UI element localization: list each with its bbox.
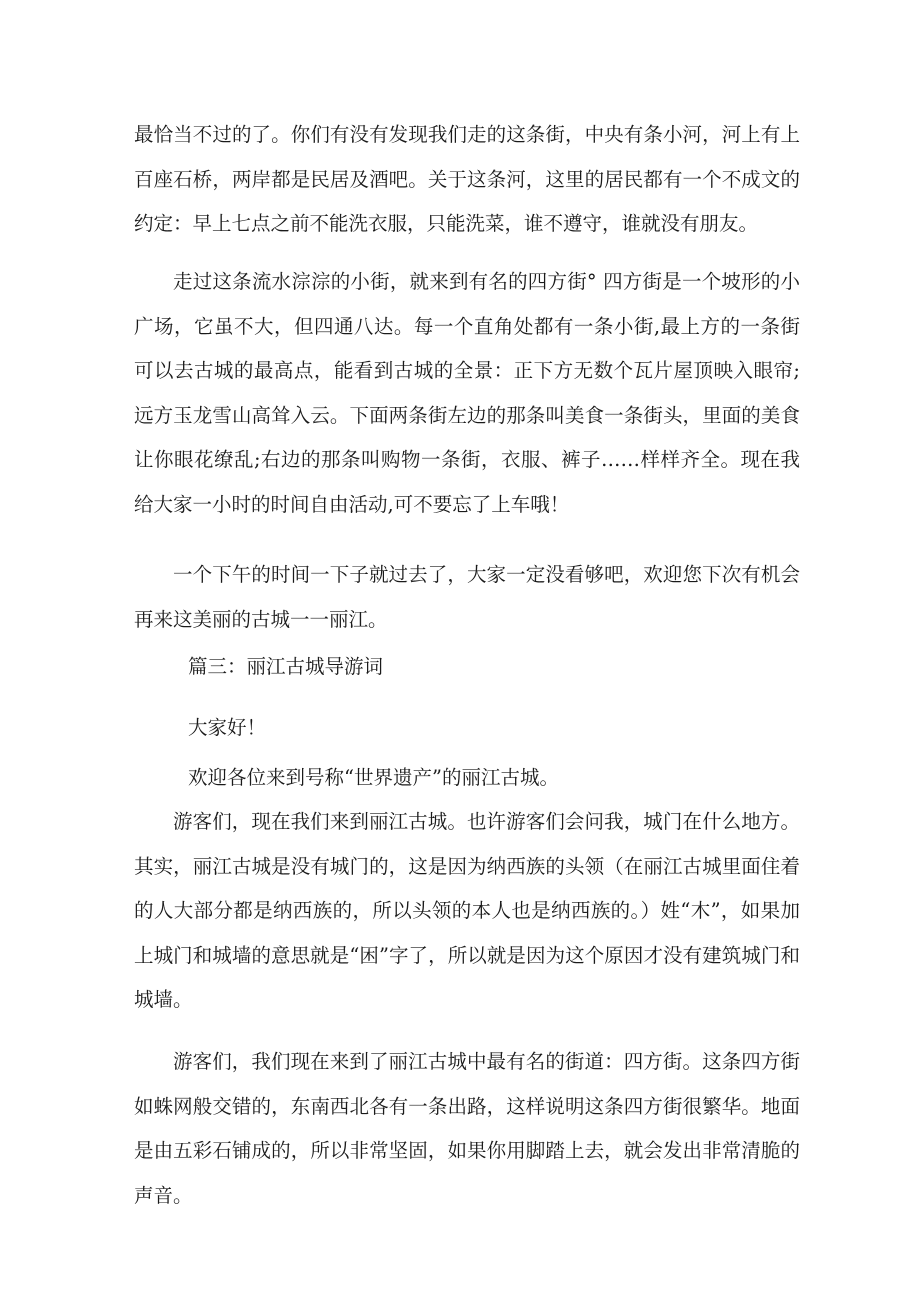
section-heading: 篇三：丽江古城导游词 <box>188 655 384 678</box>
paragraph-river-street: 最恰当不过的了。你们有没有发现我们走的这条街，中央有条小河，河上有上百座石桥，两岸都是民居及酒吧。关于这条河，这里的居民都有一个不成文的约定：早上七点之前不能洗衣服，只能洗菜，谁不遵守，谁就没有朋友。 <box>134 123 800 235</box>
paragraph-city-gate: 游客们，现在我们来到丽江古城。也许游客们会问我，城门在什么地方。其实，丽江古城是没有城门的，这是因为纳西族的头领（在丽江古城里面住着的人大部分都是纳西族的，所以头领的本人也是纳西族的。）姓“木”，如果加上城门和城墙的意思就是“困”字了，所以就是因为这个原因才没有建筑城门和城墙。 <box>134 810 800 1011</box>
welcome-line: 欢迎各位来到号称“世界遗产”的丽江古城。 <box>188 766 559 789</box>
greeting-line: 大家好！ <box>188 716 267 739</box>
paragraph-sifang-square: 游客们，我们现在来到了丽江古城中最有名的街道：四方街。这条四方街如蛛网般交错的，东南西北各有一条出路，这样说明这条四方街很繁华。地面是由五彩石铺成的，所以非常坚固，如果你用脚踏上去，就会发出非常清脆的声音。 <box>134 1050 800 1207</box>
paragraph-sifang-street: 走过这条流水淙淙的小街，就来到有名的四方街° 四方街是一个坡形的小广场，它虽不大，但四通八达。每一个直角处都有一条小街,最上方的一条街可以去古城的最高点，能看到古城的全景：正下方无数个瓦片屋顶映入眼帘;远方玉龙雪山高耸入云。下面两条街左边的那条叫美食一条街头，里面的美食让你眼花缭乱;右边的那条叫购物一条街，衣服、裤子……样样齐全。现在我给大家一小时的时间自由活动,可不要忘了上车哦！ <box>134 270 800 516</box>
paragraph-farewell: 一个下午的时间一下子就过去了，大家一定没看够吧，欢迎您下次有机会再来这美丽的古城一一丽江。 <box>134 563 800 631</box>
